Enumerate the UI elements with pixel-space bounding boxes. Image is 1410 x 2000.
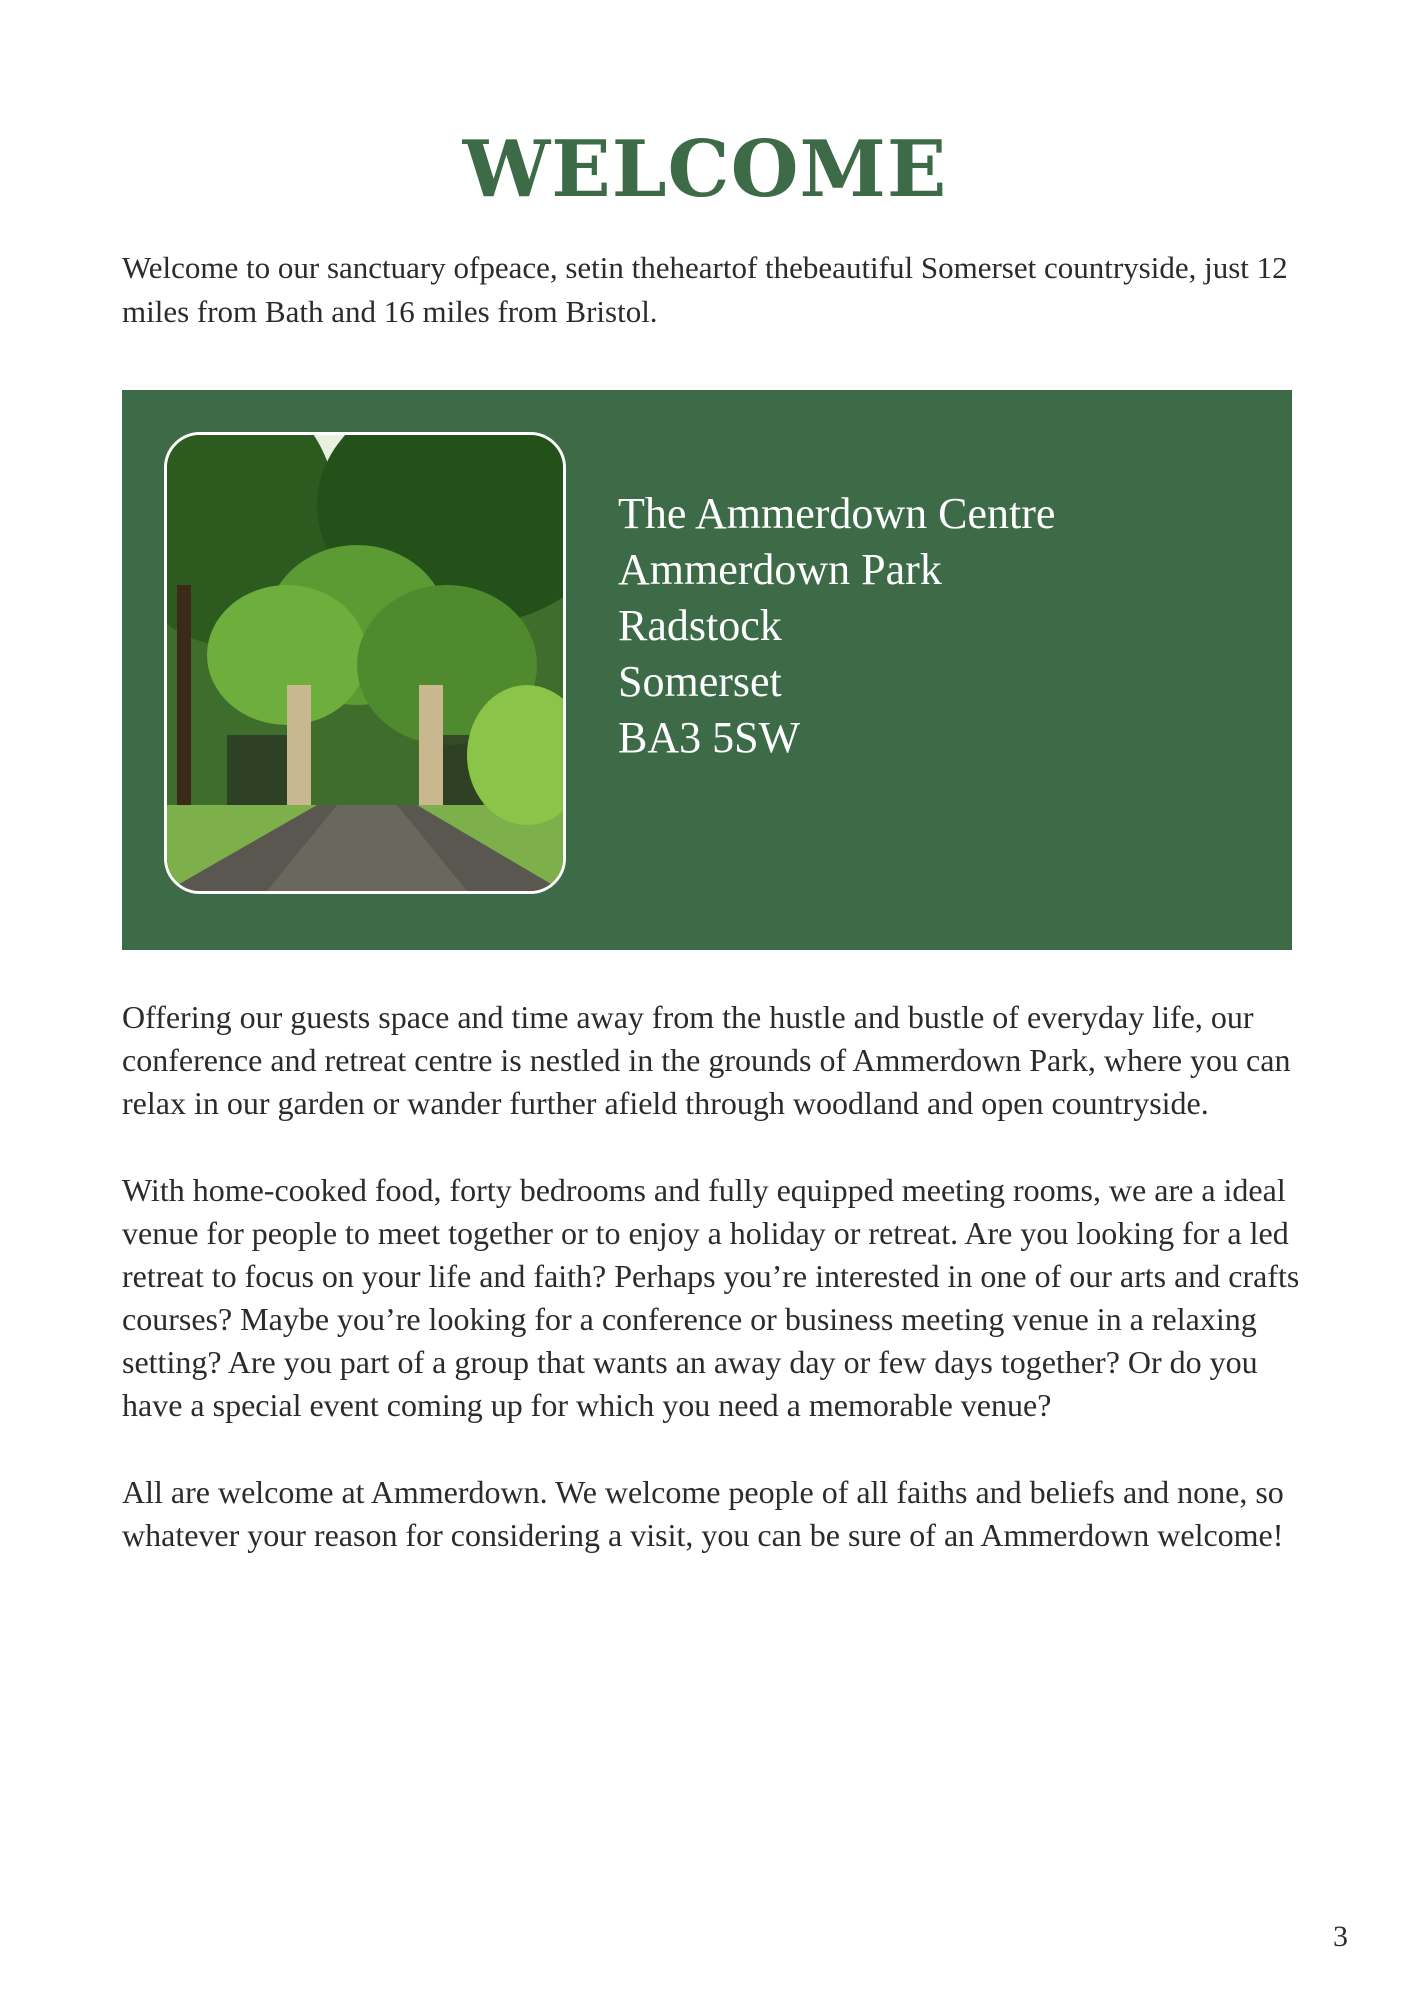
address-line: Radstock [618, 601, 782, 650]
address-line: Somerset [618, 657, 782, 706]
body-text [122, 996, 1312, 1601]
page-number: 3 [1333, 1920, 1348, 1953]
paragraph: Offering our guests space and time away from the hustle and bustle of everyday life, our conference and retreat centre is nestled in the grounds of Ammerdown Park, where you can relax in our garden or wander further afield through woodland and open countryside. [122, 999, 1291, 1121]
address-block [618, 486, 1258, 766]
address-banner [122, 390, 1292, 950]
paragraph: With home-cooked food, forty bedrooms and fully equipped meeting rooms, we are a ideal venue for people to meet together or to enjoy a holiday or retreat. Are you looking for a led retreat to focus on your life and faith? Perhaps you’re interested in one of our arts and crafts courses? Maybe you’re looking for a conference or business meeting venue in a relaxing setting? Are you part of a group that wants an away day or few days together? Or do you have a special event coming up for which you need a memorable venue? [122, 1172, 1300, 1423]
park-gate-photo [164, 432, 566, 894]
address-line: The Ammerdown Centre [618, 489, 1056, 538]
paragraph: All are welcome at Ammerdown. We welcome people of all faiths and beliefs and none, so whatever your reason for considering a visit, you can be sure of an Ammerdown welcome! [122, 1474, 1284, 1553]
park-gate-illustration [167, 435, 563, 891]
intro-text: Welcome to our sanctuary ofpeace, setin theheartof thebeautiful Somerset countryside, just 12 miles from Bath and 16 miles from Bristol. [122, 250, 1288, 329]
address-line: Ammerdown Park [618, 545, 942, 594]
page-title: WELCOME [462, 124, 948, 215]
address-line: BA3 5SW [618, 713, 801, 762]
